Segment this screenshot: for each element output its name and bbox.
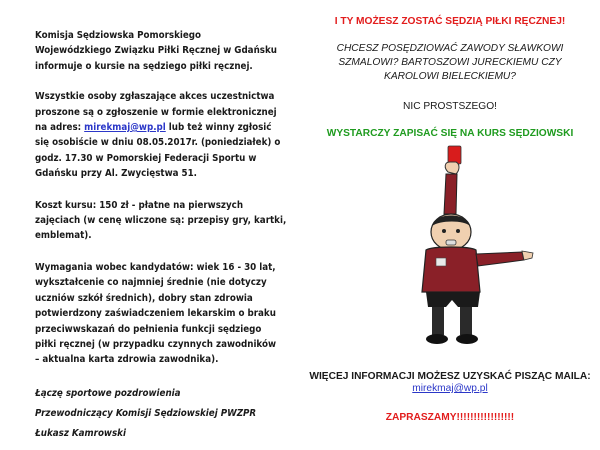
cost-line-2: zajęciach (w cenę wliczone są: przepisy gry, kartki, [35,215,287,227]
application-line-3 [35,120,297,135]
signatory-title: Przewodniczący Komisji Sędziowskiej PWZPR [35,407,257,419]
requirements-line-1: Wymagania wobec kandydatów: wiek 16 - 30 lat, [35,261,276,273]
referee-shorts [426,292,480,307]
pointing-arm [476,252,524,266]
application-line-4: się osobiście w dniu 08.05.2017r. (poniedziałek) o [35,137,281,149]
referee-right-eye [456,229,460,233]
application-paragraph [35,89,297,181]
whistle-icon [446,240,456,245]
left-shoe [426,334,448,344]
promo-question-line-2: SZMALOWI? BARTOSZOWI JURECKIEMU CZY [338,57,562,68]
requirements-line-6: piłki ręcznej (w przypadku czynnych zawodników [35,338,277,350]
referee-shirt [422,247,480,292]
application-line-5: godz. 17.30 w Pomorskiej Federacji Sportu w [35,152,257,164]
raised-arm [444,174,457,214]
left-leg [432,307,444,335]
application-line-2: proszone są o zgłoszenie w formie elektronicznej [35,106,277,118]
requirements-line-3: uczniów szkół średnich), dobry stan zdrowia [35,292,253,304]
pointing-hand [522,251,533,260]
application-line-3-prefix: na adres: [35,122,85,134]
intro-line-3: informuje o kursie na sędziego piłki ręcznej. [35,60,253,72]
promo-nothing-simpler: NIC PROSTSZEGO! [403,101,497,112]
requirements-paragraph [35,260,297,368]
promo-signup-text: WYSTARCZY ZAPISAĆ SIĘ NA KURS SĘDZIOWSKI [326,128,574,139]
right-shoe [456,334,478,344]
raised-hand [445,162,459,174]
referee-cartoon-illustration [384,142,534,347]
intro-line-1: Komisja Sędziowska Pomorskiego [35,30,201,41]
referee-left-eye [442,229,446,233]
requirements-line-4: potwierdzony zaświadczeniem lekarskim o braku [35,308,276,320]
promo-headline: I TY MOŻESZ ZOSTAĆ SĘDZIĄ PIŁKI RĘCZNEJ! [334,16,566,27]
cost-line-3: emblemat). [35,230,92,242]
closing-signature [35,384,297,444]
contact-email-row [305,383,595,394]
cost-paragraph [35,198,297,244]
cost-line-1: Koszt kursu: 150 zł - płatne na pierwszych [35,199,244,211]
promo-question [305,42,595,84]
application-line-1: Wszystkie osoby zgłaszające akces uczestnictwa [35,91,275,103]
promo-question-line-1: CHCESZ POSĘDZIOWAĆ ZAWODY SŁAWKOWI [336,43,564,54]
requirements-line-5: przeciwwskazań do pełnienia funkcji sędziego [35,323,262,335]
requirements-line-2: wykształcenie co najmniej średnie (nie dotyczy [35,277,267,289]
application-email-link[interactable]: mirekmaj@wp.pl [84,122,166,134]
course-announcement [35,28,297,444]
contact-email-link[interactable]: mirekmaj@wp.pl [412,383,488,394]
promo-question-line-3: KAROLOWI BIELECKIEMU? [384,71,516,82]
red-card-icon [448,146,461,164]
more-info-text: WIĘCEJ INFORMACJI MOŻESZ UZYSKAĆ PISZĄC MAILA: [309,371,591,382]
intro-line-2: Wojewódzkiego Związku Piłki Ręcznej w Gdańsku [35,45,277,57]
right-leg [460,307,472,335]
application-line-6: Gdańsku przy Al. Zwycięstwa 51. [35,168,197,180]
shirt-badge [436,258,446,266]
invitation-text: ZAPRASZAMY!!!!!!!!!!!!!!!!! [385,412,515,423]
requirements-line-7: – aktualna karta zdrowia zawodnika). [35,354,219,366]
closing-greeting: Łączę sportowe pozdrowienia [35,387,181,399]
signatory-name: Łukasz Kamrowski [35,427,126,439]
application-line-3-suffix: lub też winny zgłosić [165,122,272,134]
